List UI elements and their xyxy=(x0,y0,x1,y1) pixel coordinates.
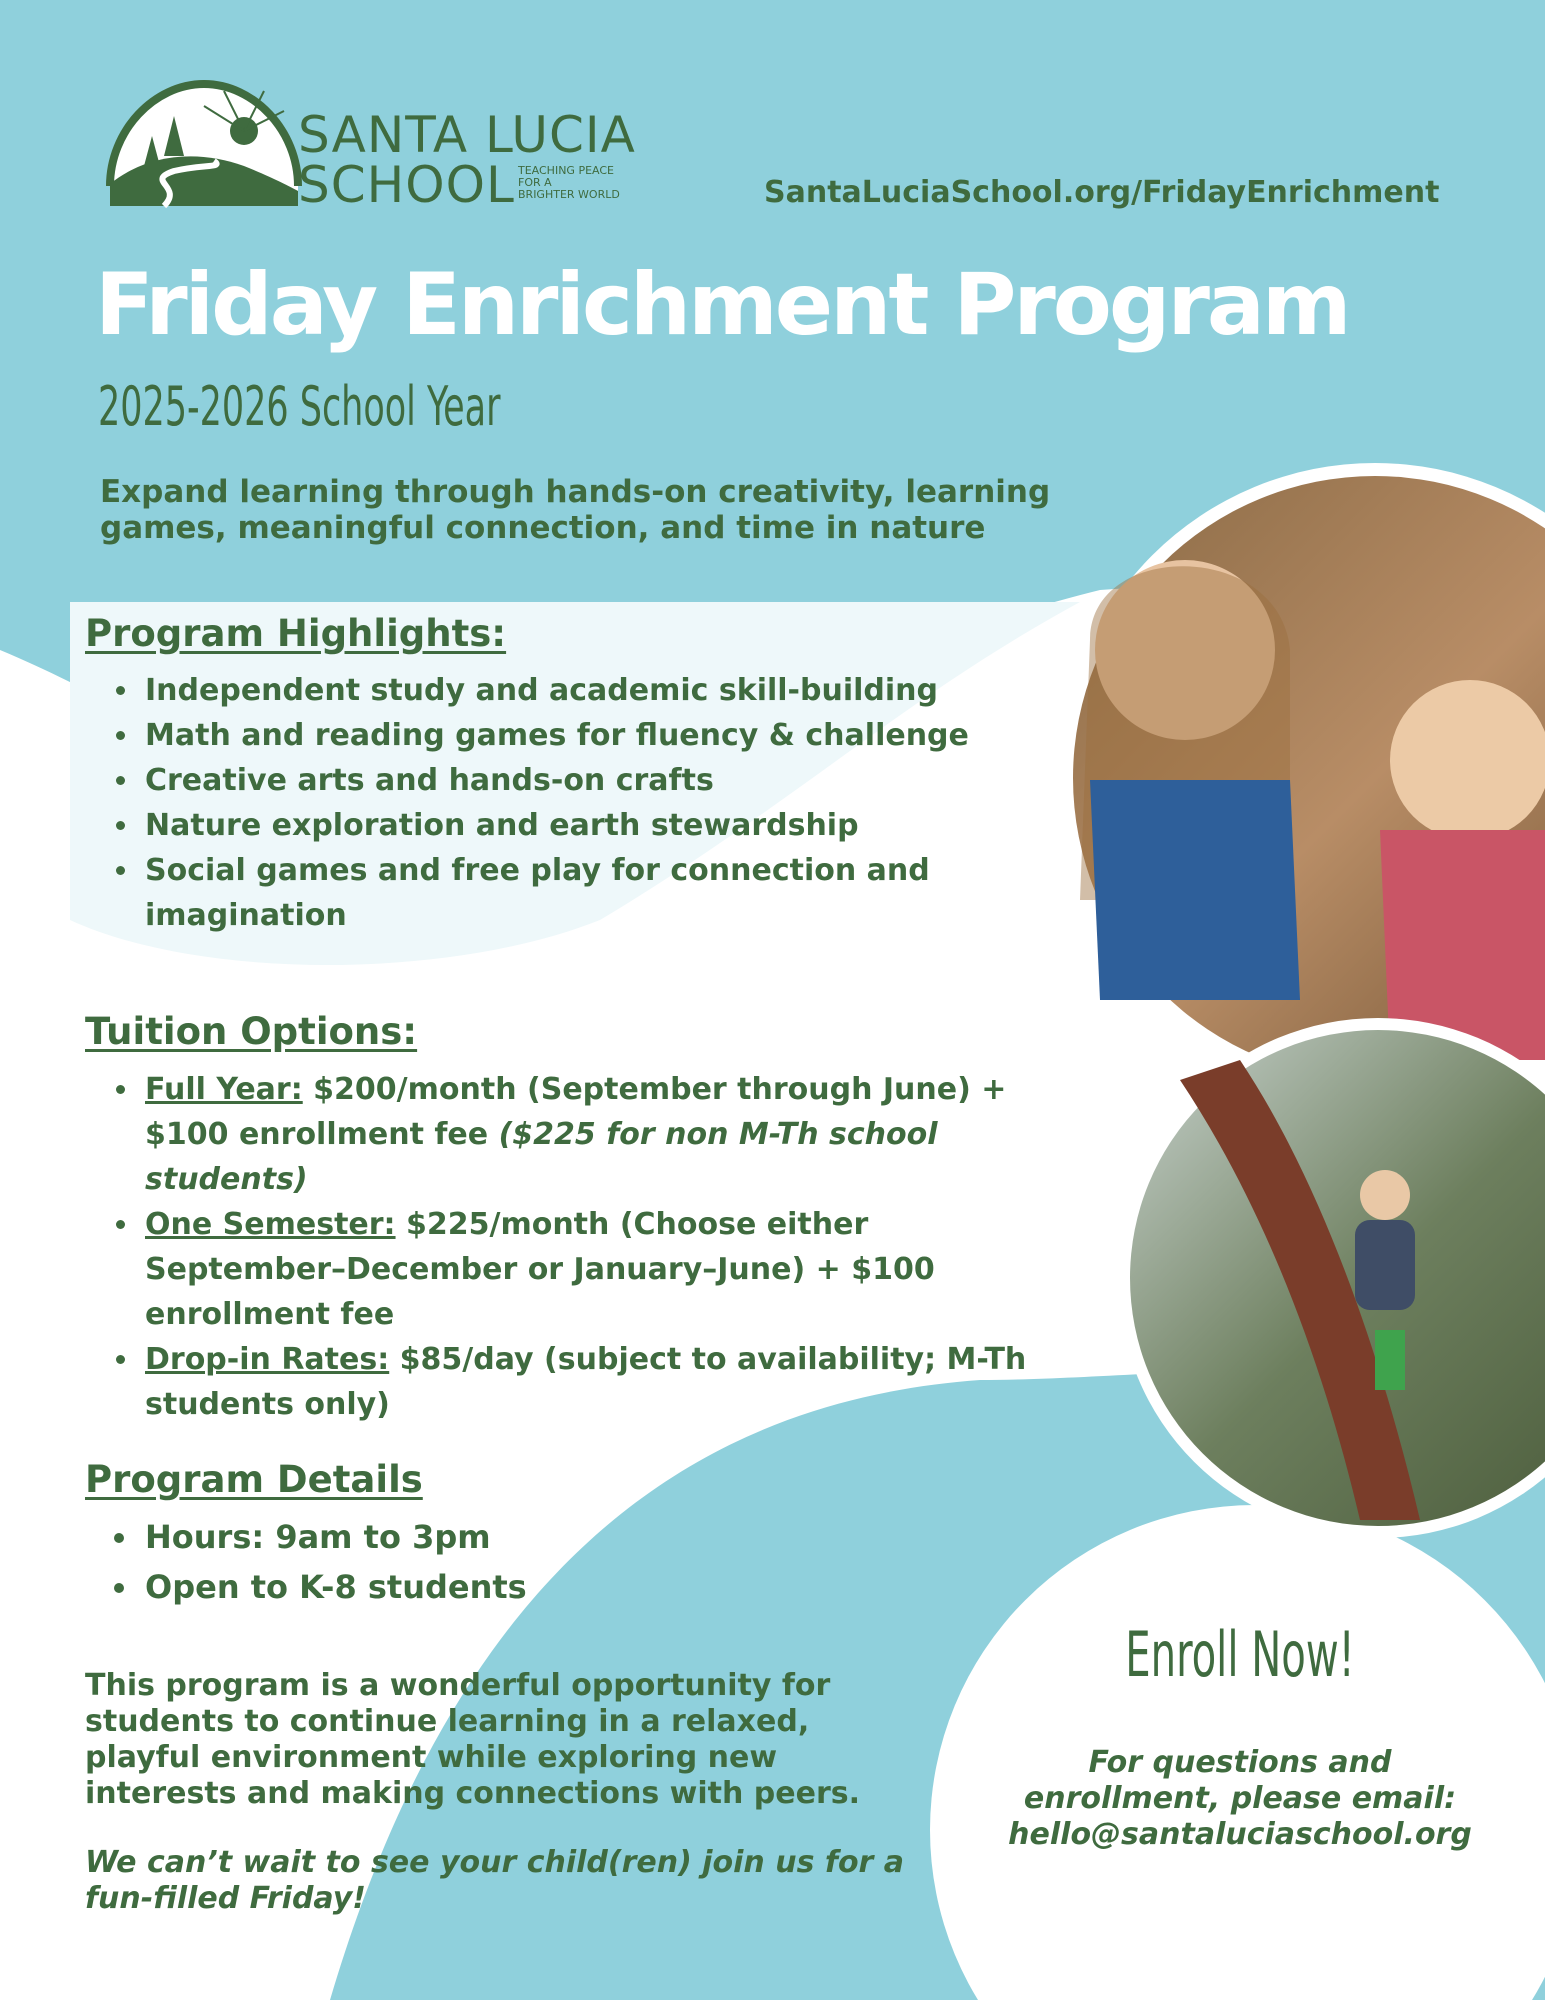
website-link[interactable]: SantaLuciaSchool.org/FridayEnrichment xyxy=(764,175,1440,210)
list-item: • Math and reading games for fluency & challenge xyxy=(141,713,1041,758)
school-name-line2: SCHOOL xyxy=(298,156,515,214)
tuition-list xyxy=(105,1067,1081,1427)
tuition-full-year: • Full Year: $200/month (September through June) + $100 enrollment fee ($225 for non M-Th school students) xyxy=(141,1067,1045,1202)
closing-italic: We can’t wait to see your child(ren) join us for a fun-filled Friday! xyxy=(85,1845,905,1916)
school-year: 2025-2026 School Year xyxy=(98,375,501,438)
tuition-semester: • One Semester: $225/month (Choose either September–December or January–June) + $100 enrollment fee xyxy=(141,1202,1045,1337)
list-item: • Open to K-8 students xyxy=(141,1562,527,1612)
school-tagline: TEACHING PEACE FOR A BRIGHTER WORLD xyxy=(518,164,620,201)
school-logo-icon xyxy=(104,76,304,210)
enroll-heading: Enroll Now! xyxy=(1125,1618,1355,1691)
details-list xyxy=(105,1512,527,1612)
highlights-heading: Program Highlights: xyxy=(85,612,507,655)
school-name-line1: SANTA LUCIA xyxy=(298,106,636,164)
tuition-heading: Tuition Options: xyxy=(85,1010,418,1053)
photo1-overalls xyxy=(1090,780,1300,1000)
page-title: Friday Enrichment Program xyxy=(95,255,1349,355)
list-item: • Nature exploration and earth stewardship xyxy=(141,803,1041,848)
intro-text: Expand learning through hands-on creativity, learning games, meaningful connection, and time in nature xyxy=(100,474,1051,546)
tuition-dropin: • Drop-in Rates: $85/day (subject to availability; M-Th students only) xyxy=(141,1337,1045,1427)
photo1-face-right xyxy=(1390,680,1545,840)
list-item: • Independent study and academic skill-building xyxy=(141,668,1041,713)
contact-email-link[interactable]: hello@santaluciaschool.org xyxy=(1008,1817,1472,1852)
list-item: • Creative arts and hands-on crafts xyxy=(141,758,1041,803)
contact-info: For questions and enrollment, please email: hello@santaluciaschool.org xyxy=(985,1745,1495,1853)
highlights-list xyxy=(105,668,1041,938)
list-item: • Social games and free play for connection and imagination xyxy=(141,848,965,938)
list-item: • Hours: 9am to 3pm xyxy=(141,1512,527,1562)
closing-paragraph: This program is a wonderful opportunity for students to continue learning in a relaxed, playful environment while exploring new interests and making connections with peers. xyxy=(85,1668,860,1811)
details-heading: Program Details xyxy=(85,1458,423,1501)
